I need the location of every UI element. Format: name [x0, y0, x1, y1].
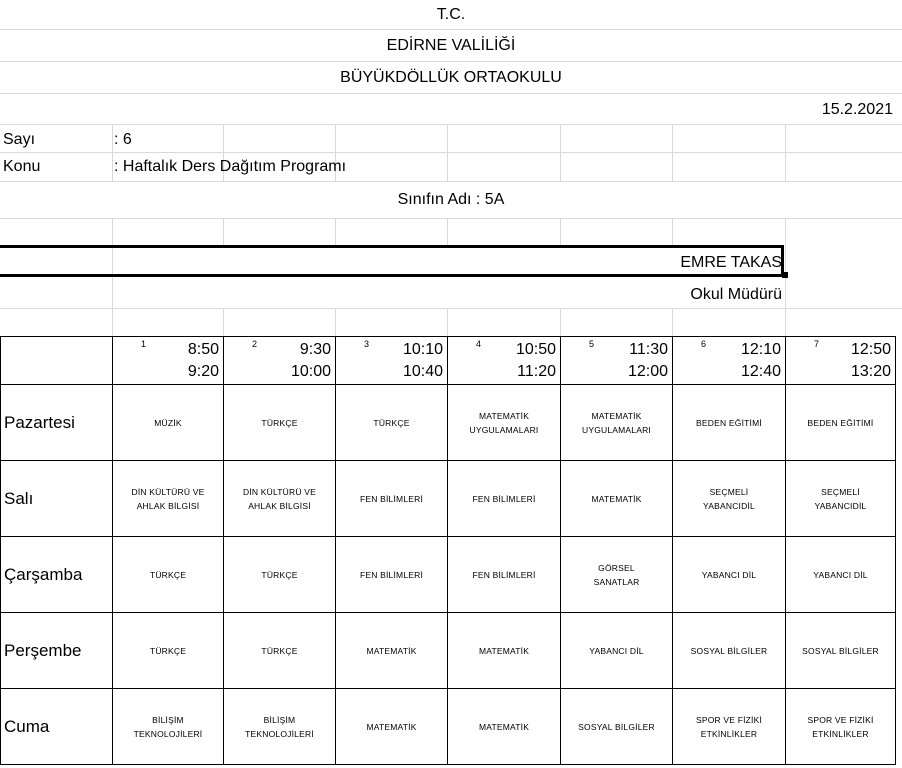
lesson-cell[interactable]: TÜRKÇE — [113, 613, 224, 689]
principal-title: Okul Müdürü — [690, 286, 782, 303]
lesson-cell[interactable]: SOSYAL BİLGİLER — [561, 689, 673, 765]
period-header[interactable] — [786, 337, 896, 385]
header-line-school: BÜYÜKDÖLLÜK ORTAOKULU — [340, 69, 562, 86]
period-end: 12:00 — [627, 363, 668, 380]
period-end: 9:20 — [187, 363, 219, 380]
period-end: 13:20 — [850, 363, 891, 380]
period-number: 2 — [252, 339, 258, 349]
principal-name: EMRE TAKAS — [680, 254, 782, 271]
day-name[interactable]: Cuma — [1, 689, 113, 765]
fill-handle[interactable] — [782, 272, 788, 278]
period-start: 10:10 — [402, 341, 443, 358]
day-name[interactable]: Perşembe — [1, 613, 113, 689]
lesson-cell[interactable]: MATEMATİK UYGULAMALARI — [448, 385, 561, 461]
lesson-cell[interactable]: DİN KÜLTÜRÜ VE AHLAK BİLGİSİ — [224, 461, 336, 537]
lesson-cell[interactable]: MÜZİK — [113, 385, 224, 461]
document-date: 15.2.2021 — [821, 101, 893, 118]
lesson-cell[interactable]: YABANCI DİL — [786, 537, 896, 613]
period-header[interactable] — [561, 337, 673, 385]
day-name[interactable]: Çarşamba — [1, 537, 113, 613]
lesson-cell[interactable]: TÜRKÇE — [224, 613, 336, 689]
period-start: 12:50 — [850, 341, 891, 358]
day-row-pazartesi — [1, 385, 896, 461]
lesson-cell[interactable]: MATEMATİK — [561, 461, 673, 537]
period-header[interactable] — [113, 337, 224, 385]
lesson-cell[interactable]: FEN BİLİMLERİ — [448, 537, 561, 613]
lesson-cell[interactable]: BEDEN EĞİTİMİ — [786, 385, 896, 461]
period-header[interactable] — [448, 337, 561, 385]
period-end: 11:20 — [517, 363, 556, 380]
lesson-cell[interactable]: YABANCI DİL — [561, 613, 673, 689]
lesson-cell[interactable]: MATEMATİK — [336, 689, 448, 765]
lesson-cell[interactable]: GÖRSEL SANATLAR — [561, 537, 673, 613]
period-start: 9:30 — [299, 341, 331, 358]
lesson-cell[interactable]: SOSYAL BİLGİLER — [673, 613, 786, 689]
header-line-tc: T.C. — [436, 6, 466, 23]
period-number: 3 — [364, 339, 370, 349]
lesson-cell[interactable]: SOSYAL BİLGİLER — [786, 613, 896, 689]
lesson-cell[interactable]: TÜRKÇE — [336, 385, 448, 461]
period-number: 6 — [701, 339, 707, 349]
period-start: 8:50 — [187, 341, 219, 358]
class-name: Sınıfın Adı : 5A — [397, 191, 505, 208]
period-number: 5 — [589, 339, 595, 349]
lesson-cell[interactable]: MATEMATİK — [336, 613, 448, 689]
lesson-cell[interactable]: MATEMATİK UYGULAMALARI — [561, 385, 673, 461]
timetable-header-row — [1, 337, 896, 385]
corner-cell[interactable] — [1, 337, 113, 385]
header-line-governorship: EDİRNE VALİLİĞİ — [386, 37, 516, 54]
period-header[interactable] — [673, 337, 786, 385]
selected-cell-range[interactable] — [0, 245, 784, 277]
sayi-label: Sayı — [3, 131, 36, 148]
day-name[interactable]: Pazartesi — [1, 385, 113, 461]
lesson-cell[interactable]: TÜRKÇE — [224, 537, 336, 613]
lesson-cell[interactable]: YABANCI DİL — [673, 537, 786, 613]
period-number: 1 — [141, 339, 147, 349]
lesson-cell[interactable]: MATEMATİK — [448, 613, 561, 689]
period-header[interactable] — [224, 337, 336, 385]
konu-label: Konu — [3, 158, 41, 175]
lesson-cell[interactable]: FEN BİLİMLERİ — [336, 537, 448, 613]
period-number: 7 — [814, 339, 820, 349]
lesson-cell[interactable]: SPOR VE FİZİKİ ETKİNLİKLER — [786, 689, 896, 765]
lesson-cell[interactable]: BEDEN EĞİTİMİ — [673, 385, 786, 461]
lesson-cell[interactable]: FEN BİLİMLERİ — [448, 461, 561, 537]
lesson-cell[interactable]: DİN KÜLTÜRÜ VE AHLAK BİLGİSİ — [113, 461, 224, 537]
day-row-cuma — [1, 689, 896, 765]
lesson-cell[interactable]: TÜRKÇE — [113, 537, 224, 613]
day-name[interactable]: Salı — [1, 461, 113, 537]
day-row-carsamba — [1, 537, 896, 613]
lesson-cell[interactable]: SEÇMELİ YABANCIDİL — [673, 461, 786, 537]
period-start: 12:10 — [740, 341, 781, 358]
period-start: 11:30 — [629, 341, 668, 358]
period-end: 10:40 — [402, 363, 443, 380]
konu-value: : Haftalık Ders Dağıtım Programı — [114, 158, 347, 175]
lesson-cell[interactable]: BİLİŞİM TEKNOLOJİLERİ — [113, 689, 224, 765]
lesson-cell[interactable]: SPOR VE FİZİKİ ETKİNLİKLER — [673, 689, 786, 765]
day-row-persembe — [1, 613, 896, 689]
lesson-cell[interactable]: TÜRKÇE — [224, 385, 336, 461]
timetable — [0, 336, 896, 765]
lesson-cell[interactable]: FEN BİLİMLERİ — [336, 461, 448, 537]
period-header[interactable] — [336, 337, 448, 385]
period-end: 10:00 — [290, 363, 331, 380]
period-number: 4 — [476, 339, 482, 349]
period-end: 12:40 — [740, 363, 781, 380]
day-row-sali — [1, 461, 896, 537]
lesson-cell[interactable]: BİLİŞİM TEKNOLOJİLERİ — [224, 689, 336, 765]
sayi-value: : 6 — [114, 131, 132, 148]
lesson-cell[interactable]: SEÇMELİ YABANCIDİL — [786, 461, 896, 537]
period-start: 10:50 — [515, 341, 556, 358]
lesson-cell[interactable]: MATEMATİK — [448, 689, 561, 765]
